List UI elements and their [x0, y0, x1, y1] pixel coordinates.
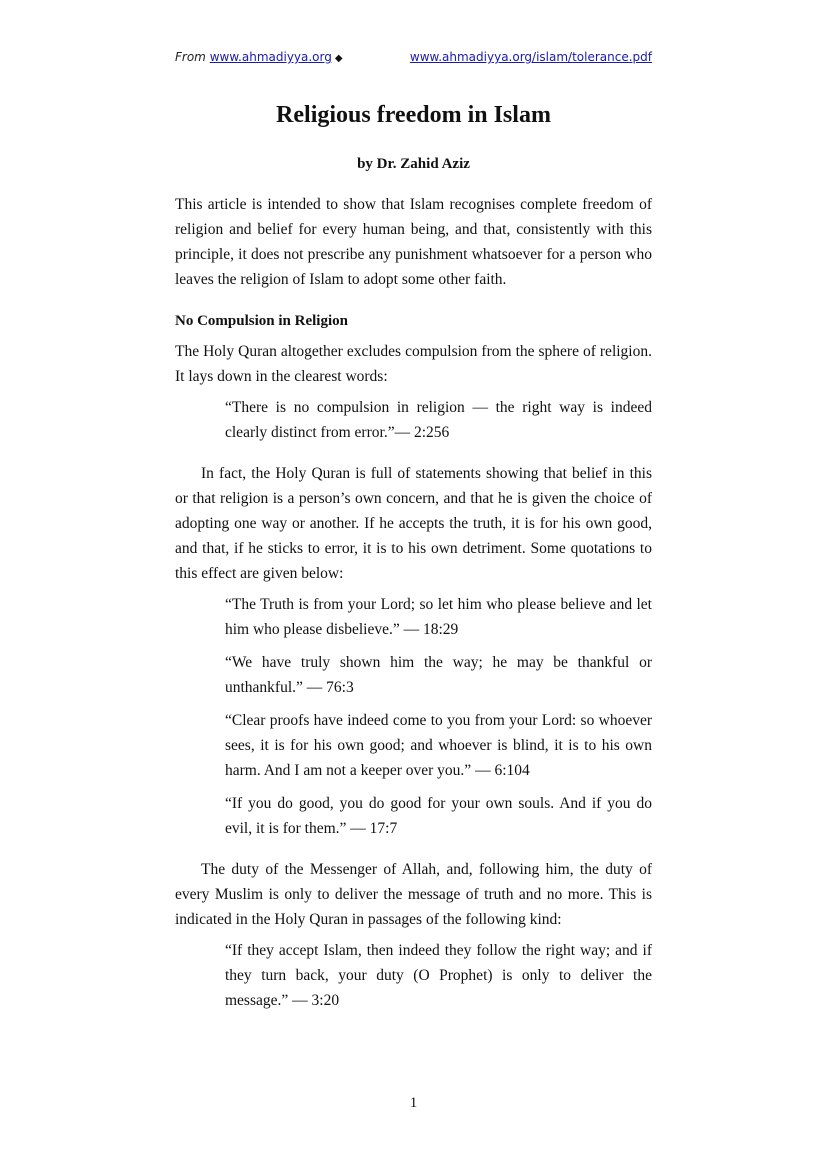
section-heading: No Compulsion in Religion [175, 313, 348, 329]
quote-block: “If you do good, you do good for your own souls. And if you do evil, it is for them.” — 17:7 [225, 795, 652, 837]
quote-block: “If they accept Islam, then indeed they follow the right way; and if they turn back, your duty (O Prophet) is only to deliver the message.” — 3:20 [225, 942, 652, 1009]
page-header [175, 50, 652, 68]
document-title: Religious freedom in Islam [276, 102, 551, 128]
article-body [175, 192, 652, 1021]
body-paragraph: In fact, the Holy Quran is full of statements showing that belief in this or that religion is a person’s own concern, and that he is given the choice of adopting one way or another. If he accepts the truth, it is for his own good, and that, if he sticks to error, it is to his own detriment. Some quotations to this effect are given below: [175, 465, 652, 582]
header-right [410, 50, 652, 64]
intro-paragraph: This article is intended to show that Islam recognises complete freedom of religion and belief for every human being, and that, consistently with this principle, it does not prescribe any punishment whatsoever for a person who leaves the religion of Islam to adopt some other faith. [175, 196, 652, 288]
quote-block: “We have truly shown him the way; he may be thankful or unthankful.” — 76:3 [225, 654, 652, 696]
quote-block: “There is no compulsion in religion — the right way is indeed clearly distinct from error.”— 2:256 [225, 399, 652, 441]
body-paragraph: The Holy Quran altogether excludes compulsion from the sphere of religion. It lays down in the clearest words: [175, 343, 652, 385]
header-from-label: From [175, 50, 206, 64]
document-link[interactable]: www.ahmadiyya.org/islam/tolerance.pdf [409, 50, 652, 64]
site-link[interactable]: www.ahmadiyya.org [209, 50, 332, 64]
quote-block: “The Truth is from your Lord; so let him who please believe and let him who please disbelieve.” — 18:29 [225, 596, 652, 638]
body-paragraph: The duty of the Messenger of Allah, and, following him, the duty of every Muslim is only to deliver the message of truth and no more. This is indicated in the Holy Quran in passages of the following kind: [175, 861, 652, 928]
page-number: 1 [409, 1095, 418, 1111]
diamond-icon: ◆ [334, 53, 343, 64]
quote-block: “Clear proofs have indeed come to you from your Lord: so whoever sees, it is for his own good; and whoever is blind, it is to his own harm. And I am not a keeper over you.” — 6:104 [225, 712, 652, 779]
header-left [175, 50, 343, 64]
author-byline: by Dr. Zahid Aziz [357, 156, 470, 172]
